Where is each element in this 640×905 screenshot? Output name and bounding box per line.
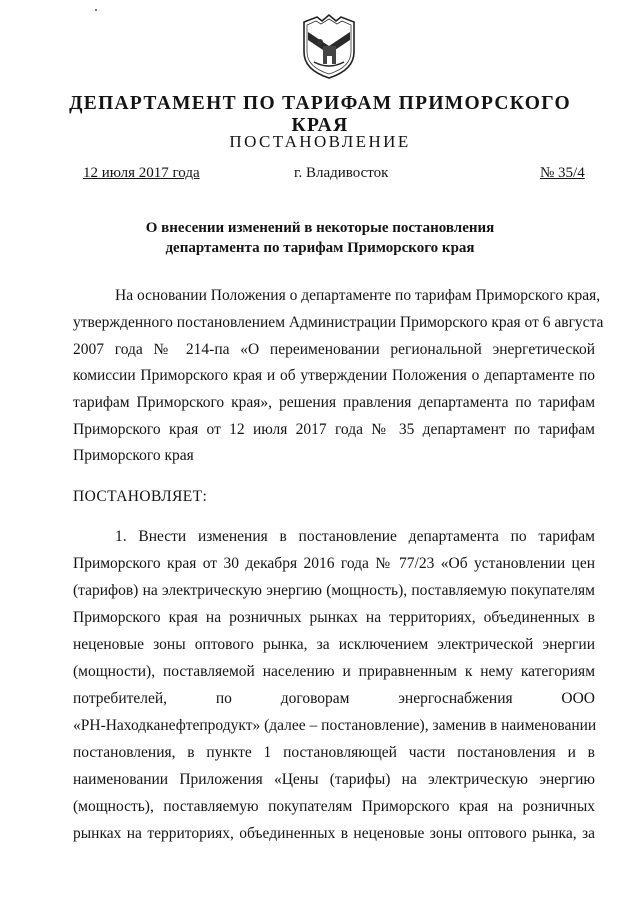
item-line: 1. Внести изменения в постановление департамента по тарифам — [115, 528, 595, 545]
item-line: (мощность), поставляемую покупателям Приморского края на розничных — [73, 798, 595, 815]
preamble-line: На основании Положения о департаменте по тарифам Приморского края, — [115, 287, 601, 304]
document-subject — [60, 218, 580, 258]
document-city: г. Владивосток — [294, 165, 389, 181]
preamble-line: Приморского края от 12 июля 2017 года № 35 департамент по тарифам — [73, 421, 595, 438]
department-name: ДЕПАРТАМЕНТ ПО ТАРИФАМ ПРИМОРСКОГО КРАЯ — [69, 93, 571, 136]
scan-speck — [95, 9, 97, 11]
item-line: Приморского края на розничных рынках на территориях, объединенных в — [73, 609, 595, 626]
document-number: № 35/4 — [540, 165, 585, 181]
item-line: неценовые зоны оптового рынка, за исключением электрической энергии — [73, 636, 595, 653]
preamble-line: утвержденного постановлением Администрации Приморского края от 6 августа — [73, 314, 604, 331]
item-line: постановления, в пункте 1 постановляющей части постановления и в — [73, 744, 595, 761]
coat-of-arms-icon — [300, 12, 358, 80]
preamble-line: Приморского края — [73, 447, 194, 464]
preamble-line: тарифам Приморского края», решения правления департамента по тарифам — [73, 394, 595, 411]
item-line: (тарифов) на электрическую энергию (мощность), поставляемую покупателям — [73, 582, 595, 599]
item-line: потребителей, по договорам энергоснабжения ООО — [73, 690, 595, 707]
preamble-line: 2007 года № 214-па «О переименовании региональной энергетической — [73, 341, 595, 358]
preamble-line: комиссии Приморского края и об утверждении Положения о департаменте по — [73, 367, 595, 384]
item-line: Приморского края от 30 декабря 2016 года № 77/23 «Об установлении цен — [73, 555, 595, 572]
item-line: наименовании Приложения «Цены (тарифы) на электрическую энергию — [73, 771, 595, 788]
resolves-keyword: ПОСТАНОВЛЯЕТ: — [73, 488, 208, 505]
document-type: ПОСТАНОВЛЕНИЕ — [229, 132, 411, 151]
subject-line: О внесении изменений в некоторые постановления — [145, 220, 495, 236]
item-line: (мощности), поставляемой населению и приравненным к нему категориям — [73, 663, 595, 680]
document-date: 12 июля 2017 года — [83, 165, 200, 181]
item-line: «РН-Находканефтепродукт» (далее – постановление), заменив в наименовании — [73, 717, 597, 734]
subject-line: департамента по тарифам Приморского края — [165, 240, 475, 256]
item-line: рынках на территориях, объединенных в неценовые зоны оптового рынка, за — [73, 825, 595, 842]
